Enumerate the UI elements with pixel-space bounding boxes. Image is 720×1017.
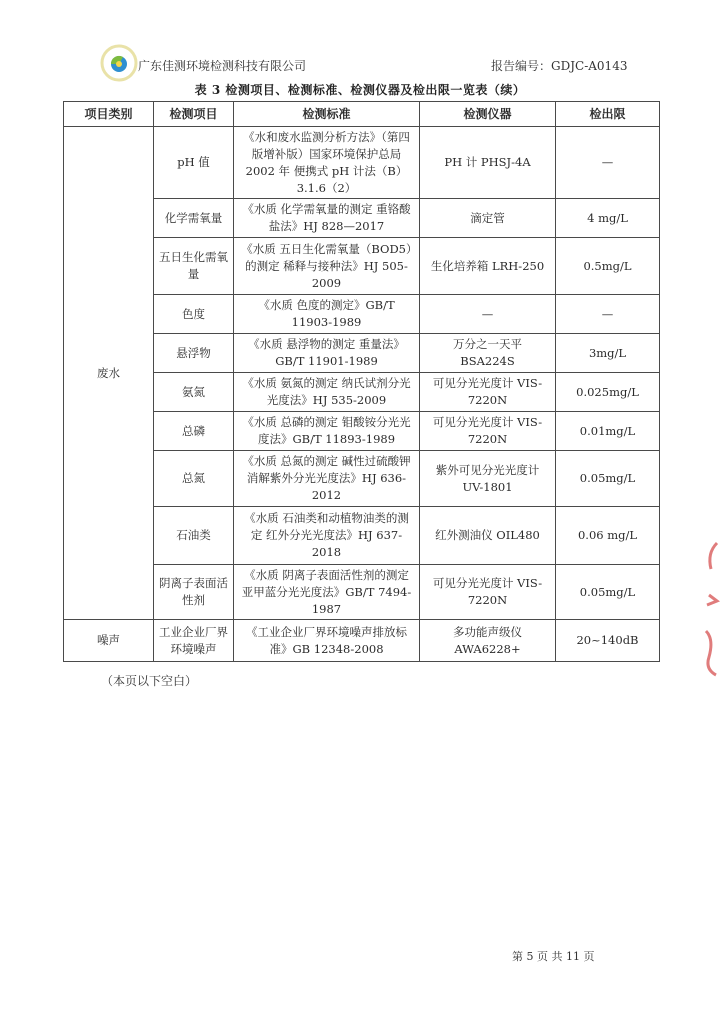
table-row <box>64 451 660 507</box>
standard-cell: 《水质 氨氮的测定 纳氏试剂分光光度法》HJ 535-2009 <box>234 373 420 412</box>
limit-cell: 0.5mg/L <box>556 238 660 295</box>
company-logo <box>100 44 138 82</box>
item-cell: 总磷 <box>154 412 234 451</box>
page-header <box>0 0 720 80</box>
standard-cell: 《水质 悬浮物的测定 重量法》GB/T 11901-1989 <box>234 334 420 373</box>
column-header: 检测仪器 <box>420 102 556 127</box>
item-cell: 总氮 <box>154 451 234 507</box>
standard-cell: 《水质 总磷的测定 钼酸铵分光光度法》GB/T 11893-1989 <box>234 412 420 451</box>
standard-cell: 《水质 色度的测定》GB/T 11903-1989 <box>234 295 420 334</box>
category-cell: 废水 <box>64 127 154 620</box>
item-cell: 阴离子表面活性剂 <box>154 565 234 620</box>
instrument-cell: PH 计 PHSJ-4A <box>420 127 556 199</box>
limit-cell: — <box>556 295 660 334</box>
table-row <box>64 199 660 238</box>
column-header: 检测标准 <box>234 102 420 127</box>
item-cell: 五日生化需氧量 <box>154 238 234 295</box>
table-row <box>64 373 660 412</box>
item-cell: pH 值 <box>154 127 234 199</box>
standard-cell: 《水质 总氮的测定 碱性过硫酸钾消解紫外分光光度法》HJ 636-2012 <box>234 451 420 507</box>
table-header-row <box>64 102 660 127</box>
standard-cell: 《水质 化学需氧量的测定 重铬酸盐法》HJ 828—2017 <box>234 199 420 238</box>
instrument-cell: 可见分光光度计 VIS-7220N <box>420 412 556 451</box>
table-row <box>64 620 660 662</box>
table-row <box>64 295 660 334</box>
table-row <box>64 238 660 295</box>
limit-cell: 0.06 mg/L <box>556 507 660 565</box>
item-cell: 氨氮 <box>154 373 234 412</box>
page-number: 第 5 页 共 11 页 <box>512 950 595 963</box>
instrument-cell: 生化培养箱 LRH-250 <box>420 238 556 295</box>
standard-cell: 《水和废水监测分析方法》（第四版增补版）国家环境保护总局 2002 年 便携式 pH 计法（B）3.1.6（2） <box>234 127 420 199</box>
limit-cell: 20~140dB <box>556 620 660 662</box>
seal-stamp-fragment <box>697 535 720 685</box>
limit-cell: 0.05mg/L <box>556 565 660 620</box>
detection-table <box>63 101 660 662</box>
instrument-cell: 万分之一天平 BSA224S <box>420 334 556 373</box>
standard-cell: 《水质 石油类和动植物油类的测定 红外分光光度法》HJ 637-2018 <box>234 507 420 565</box>
item-cell: 石油类 <box>154 507 234 565</box>
limit-cell: 0.025mg/L <box>556 373 660 412</box>
report-number: 报告编号：GDJC-A0143 <box>491 59 628 73</box>
table-row <box>64 334 660 373</box>
limit-cell: 0.01mg/L <box>556 412 660 451</box>
instrument-cell: 可见分光光度计 VIS-7220N <box>420 373 556 412</box>
item-cell: 悬浮物 <box>154 334 234 373</box>
instrument-cell: 紫外可见分光光度计 UV-1801 <box>420 451 556 507</box>
table-row <box>64 565 660 620</box>
limit-cell: 4 mg/L <box>556 199 660 238</box>
instrument-cell: 多功能声级仪 AWA6228+ <box>420 620 556 662</box>
item-cell: 色度 <box>154 295 234 334</box>
instrument-cell: 滴定管 <box>420 199 556 238</box>
limit-cell: 0.05mg/L <box>556 451 660 507</box>
blank-below-note: （本页以下空白） <box>101 674 198 688</box>
column-header: 检出限 <box>556 102 660 127</box>
column-header: 项目类别 <box>64 102 154 127</box>
limit-cell: — <box>556 127 660 199</box>
category-cell: 噪声 <box>64 620 154 662</box>
limit-cell: 3mg/L <box>556 334 660 373</box>
instrument-cell: 红外测油仪 OIL480 <box>420 507 556 565</box>
instrument-cell: — <box>420 295 556 334</box>
standard-cell: 《水质 阴离子表面活性剂的测定 亚甲蓝分光光度法》GB/T 7494-1987 <box>234 565 420 620</box>
table-row <box>64 412 660 451</box>
instrument-cell: 可见分光光度计 VIS-7220N <box>420 565 556 620</box>
company-name: 广东佳测环境检测科技有限公司 <box>138 59 307 73</box>
standard-cell: 《工业企业厂界环境噪声排放标准》GB 12348-2008 <box>234 620 420 662</box>
column-header: 检测项目 <box>154 102 234 127</box>
table-title: 表 3 检测项目、检测标准、检测仪器及检出限一览表（续） <box>194 83 526 97</box>
table-row <box>64 507 660 565</box>
item-cell: 工业企业厂界环境噪声 <box>154 620 234 662</box>
item-cell: 化学需氧量 <box>154 199 234 238</box>
table-row <box>64 127 660 199</box>
standard-cell: 《水质 五日生化需氧量（BOD5）的测定 稀释与接种法》HJ 505-2009 <box>234 238 420 295</box>
